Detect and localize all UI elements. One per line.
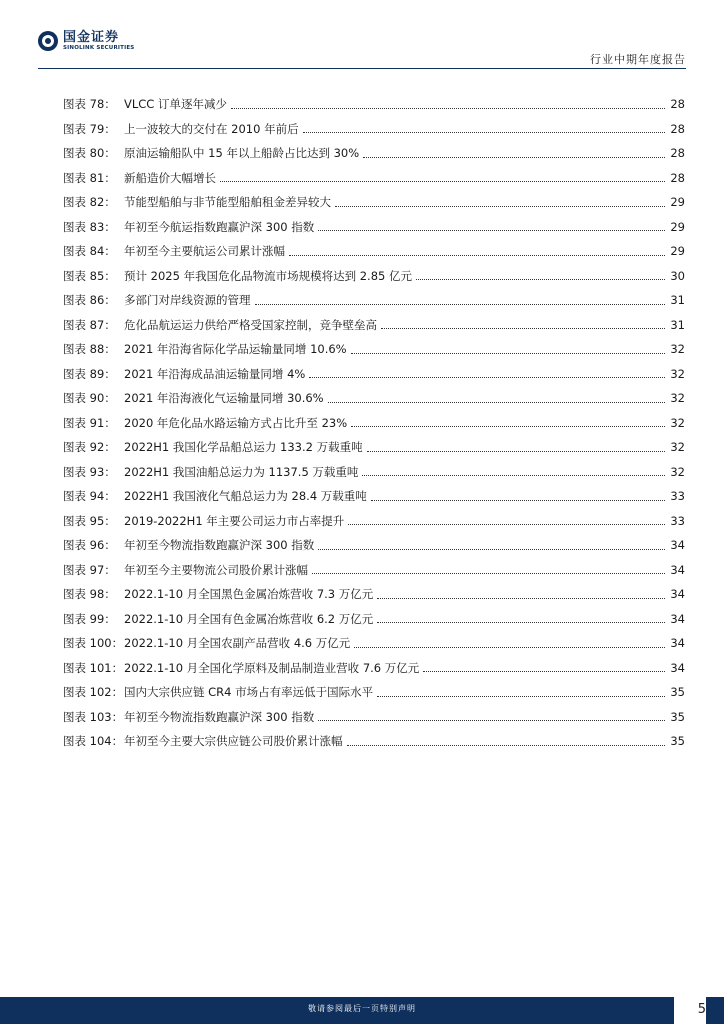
figure-page-number: 30: [670, 268, 685, 283]
figure-title: 2022H1 我国液化气船总运力为 28.4 万载重吨: [124, 489, 367, 504]
figure-label: 图表 79：: [63, 121, 116, 136]
figure-label: 图表 102：: [63, 685, 124, 700]
dot-leader: [303, 132, 665, 133]
figure-page-number: 28: [670, 121, 685, 136]
figure-title: 原油运输船队中 15 年以上船龄占比达到 30%: [124, 146, 360, 161]
figure-page-number: 32: [670, 440, 685, 455]
figure-page-number: 28: [670, 146, 685, 161]
dot-leader: [289, 255, 665, 256]
figure-label: 图表 88：: [63, 342, 116, 357]
figure-page-number: 29: [670, 244, 685, 259]
dot-leader: [231, 108, 665, 109]
toc-entry[interactable]: [63, 166, 685, 191]
logo-english-name: SINOLINK SECURITIES: [63, 44, 135, 51]
logo-text: [63, 31, 134, 52]
figure-page-number: 33: [670, 489, 685, 504]
toc-entry[interactable]: [63, 386, 685, 411]
page-number: 5: [674, 996, 706, 1024]
figure-page-number: 34: [670, 611, 685, 626]
figure-title: 年初至今主要航运公司累计涨幅: [124, 244, 285, 259]
figure-title: 年初至今物流指数跑赢沪深 300 指数: [124, 538, 315, 553]
page-header: [0, 0, 724, 70]
dot-leader: [348, 524, 665, 525]
dot-leader: [354, 647, 665, 648]
dot-leader: [318, 230, 665, 231]
figure-title: 年初至今主要物流公司股价累计涨幅: [124, 562, 308, 577]
figure-page-number: 34: [670, 636, 685, 651]
dot-leader: [362, 475, 665, 476]
figure-page-number: 34: [670, 562, 685, 577]
figure-label: 图表 90：: [63, 391, 116, 406]
figure-title: 2021 年沿海省际化学品运输量同增 10.6%: [124, 342, 347, 357]
toc-entry[interactable]: [63, 558, 685, 583]
figure-title: 2022H1 我国化学品船总运力 133.2 万载重吨: [124, 440, 363, 455]
figure-title: 多部门对岸线资源的管理: [124, 293, 251, 308]
figure-label: 图表 101：: [63, 660, 124, 675]
figure-page-number: 32: [670, 342, 685, 357]
header-divider: [38, 68, 686, 69]
toc-entry[interactable]: [63, 460, 685, 485]
dot-leader: [309, 377, 665, 378]
figure-title: 年初至今物流指数跑赢沪深 300 指数: [124, 709, 315, 724]
toc-entry[interactable]: [63, 582, 685, 607]
figure-label: 图表 82：: [63, 195, 116, 210]
toc-entry[interactable]: [63, 264, 685, 289]
figure-page-number: 32: [670, 464, 685, 479]
figure-label: 图表 81：: [63, 170, 116, 185]
dot-leader: [377, 622, 665, 623]
logo-emblem-icon: [38, 31, 58, 51]
figure-label: 图表 96：: [63, 538, 116, 553]
figure-label: 图表 93：: [63, 464, 116, 479]
dot-leader: [351, 426, 665, 427]
dot-leader: [416, 279, 665, 280]
figure-label: 图表 80：: [63, 146, 116, 161]
toc-entry[interactable]: [63, 729, 685, 754]
figure-title: 2022H1 我国油船总运力为 1137.5 万载重吨: [124, 464, 359, 479]
dot-leader: [371, 500, 665, 501]
figure-label: 图表 84：: [63, 244, 116, 259]
dot-leader: [335, 206, 665, 207]
figure-title: 2022.1-10 月全国有色金属冶炼营收 6.2 万亿元: [124, 611, 374, 626]
figure-page-number: 35: [670, 734, 685, 749]
figure-title: 新船造价大幅增长: [124, 170, 216, 185]
figure-page-number: 29: [670, 219, 685, 234]
figure-title: VLCC 订单逐年减少: [124, 97, 227, 112]
dot-leader: [381, 328, 665, 329]
figure-label: 图表 78：: [63, 97, 116, 112]
figure-page-number: 34: [670, 587, 685, 602]
dot-leader: [220, 181, 665, 182]
figure-page-number: 31: [670, 317, 685, 332]
figure-label: 图表 100：: [63, 636, 124, 651]
figure-label: 图表 99：: [63, 611, 116, 626]
report-type-label: 行业中期年度报告: [590, 53, 686, 66]
figure-title: 节能型船舶与非节能型船舶租金差异较大: [124, 195, 331, 210]
figure-page-number: 32: [670, 415, 685, 430]
dot-leader: [367, 451, 665, 452]
toc-entry[interactable]: [63, 607, 685, 632]
dot-leader: [351, 353, 665, 354]
dot-leader: [347, 745, 666, 746]
figure-page-number: 33: [670, 513, 685, 528]
figure-title: 预计 2025 年我国危化品物流市场规模将达到 2.85 亿元: [124, 268, 412, 283]
dot-leader: [318, 720, 665, 721]
figure-title: 年初至今主要大宗供应链公司股价累计涨幅: [124, 734, 343, 749]
dot-leader: [377, 696, 665, 697]
toc-entry[interactable]: [63, 533, 685, 558]
figure-page-number: 34: [670, 660, 685, 675]
logo-chinese-name: 国金证券: [63, 29, 120, 45]
figure-title: 国内大宗供应链 CR4 市场占有率远低于国际水平: [124, 685, 374, 700]
toc-entry[interactable]: [63, 92, 685, 117]
toc-entry[interactable]: [63, 239, 685, 264]
figure-label: 图表 85：: [63, 268, 116, 283]
figure-label: 图表 86：: [63, 293, 116, 308]
figure-index-list: [63, 92, 685, 754]
figure-title: 年初至今航运指数跑赢沪深 300 指数: [124, 219, 315, 234]
dot-leader: [312, 573, 665, 574]
dot-leader: [328, 402, 665, 403]
figure-title: 2022.1-10 月全国农副产品营收 4.6 万亿元: [124, 636, 351, 651]
toc-entry[interactable]: [63, 435, 685, 460]
toc-entry[interactable]: [63, 215, 685, 240]
figure-title: 危化品航运运力供给严格受国家控制，竞争壁垒高: [124, 317, 377, 332]
toc-entry[interactable]: [63, 411, 685, 436]
dot-leader: [255, 304, 666, 305]
figure-label: 图表 87：: [63, 317, 116, 332]
figure-label: 图表 89：: [63, 366, 116, 381]
figure-page-number: 32: [670, 366, 685, 381]
toc-entry[interactable]: [63, 313, 685, 338]
figure-label: 图表 104：: [63, 734, 124, 749]
figure-title: 2022.1-10 月全国黑色金属冶炼营收 7.3 万亿元: [124, 587, 374, 602]
dot-leader: [318, 549, 665, 550]
figure-title: 2020 年危化品水路运输方式占比升至 23%: [124, 415, 348, 430]
toc-entry[interactable]: [63, 288, 685, 313]
toc-entry[interactable]: [63, 680, 685, 705]
dot-leader: [363, 157, 665, 158]
figure-label: 图表 83：: [63, 219, 116, 234]
figure-title: 上一波较大的交付在 2010 年前后: [124, 121, 299, 136]
figure-title: 2019-2022H1 年主要公司运力市占率提升: [124, 513, 345, 528]
figure-page-number: 35: [670, 709, 685, 724]
toc-entry[interactable]: [63, 631, 685, 656]
figure-label: 图表 103：: [63, 709, 124, 724]
toc-entry[interactable]: [63, 117, 685, 142]
company-logo: [38, 28, 134, 54]
figure-label: 图表 98：: [63, 587, 116, 602]
figure-page-number: 28: [670, 170, 685, 185]
toc-entry[interactable]: [63, 141, 685, 166]
figure-title: 2021 年沿海成品油运输量同增 4%: [124, 366, 306, 381]
toc-entry[interactable]: [63, 484, 685, 509]
figure-label: 图表 94：: [63, 489, 116, 504]
toc-entry[interactable]: [63, 337, 685, 362]
dot-leader: [423, 671, 665, 672]
figure-label: 图表 91：: [63, 415, 116, 430]
toc-entry[interactable]: [63, 705, 685, 730]
figure-page-number: 35: [670, 685, 685, 700]
figure-label: 图表 95：: [63, 513, 116, 528]
figure-label: 图表 92：: [63, 440, 116, 455]
figure-page-number: 29: [670, 195, 685, 210]
toc-entry[interactable]: [63, 362, 685, 387]
figure-label: 图表 97：: [63, 562, 116, 577]
figure-page-number: 32: [670, 391, 685, 406]
dot-leader: [377, 598, 665, 599]
figure-page-number: 31: [670, 293, 685, 308]
footer-disclaimer: 敬请参阅最后一页特别声明: [308, 1004, 416, 1013]
figure-page-number: 34: [670, 538, 685, 553]
toc-entry[interactable]: [63, 190, 685, 215]
figure-title: 2021 年沿海液化气运输量同增 30.6%: [124, 391, 324, 406]
toc-entry[interactable]: [63, 509, 685, 534]
figure-page-number: 28: [670, 97, 685, 112]
toc-entry[interactable]: [63, 656, 685, 681]
figure-title: 2022.1-10 月全国化学原料及制品制造业营收 7.6 万亿元: [124, 660, 420, 675]
